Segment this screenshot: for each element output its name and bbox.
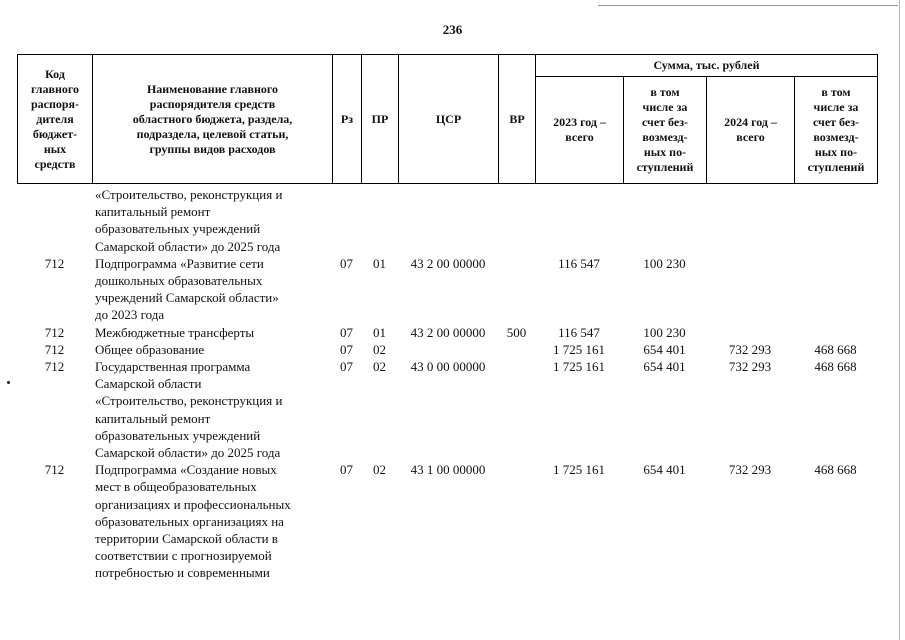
table-row	[17, 186, 877, 255]
row-2023-total	[535, 186, 623, 255]
name-line: образовательных учреждений	[95, 427, 261, 443]
row-rz: 07	[340, 324, 353, 340]
row-csr: 43 2 00 00000	[410, 255, 486, 271]
row-code: 712	[44, 324, 65, 340]
name-line: мест в общеобразовательных	[95, 479, 257, 495]
name-line: капитальный ремонт	[95, 410, 211, 426]
header-text-line: числе за	[813, 100, 859, 115]
row-2024-total	[706, 255, 794, 324]
row-pr	[361, 186, 398, 255]
row-2023-free	[623, 186, 706, 255]
row-name	[92, 341, 332, 358]
name-line: учреждений Самарской области»	[95, 290, 279, 306]
table-row	[17, 341, 877, 358]
name-line: образовательных организациях на	[95, 513, 284, 529]
row-vr	[498, 341, 535, 358]
row-2024-total: 732 293	[728, 341, 772, 357]
header-text-line: ных	[43, 141, 67, 156]
row-vr: 500	[506, 324, 527, 340]
header-text-line: ных по-	[814, 145, 858, 160]
header-vr: ВР	[499, 55, 536, 184]
header-text-line: счет без-	[812, 115, 860, 130]
header-rz: Рз	[333, 55, 362, 184]
row-2023-total: 116 547	[558, 255, 600, 271]
header-csr: ЦСР	[399, 55, 499, 184]
header-text-line: средств	[34, 156, 76, 171]
row-2023-free: 654 401	[643, 341, 686, 357]
scan-edge-line	[899, 0, 900, 640]
row-csr	[398, 341, 498, 358]
row-rz: 07	[340, 462, 353, 478]
header-text-line: распоря-	[30, 96, 80, 111]
row-2024-total	[706, 324, 794, 341]
header-text-line: всего	[565, 130, 594, 145]
header-text-line: Наименование главного	[146, 81, 279, 96]
header-text-line: ступлений	[636, 160, 694, 175]
row-pr: 02	[373, 359, 386, 375]
name-line: организациях и профессиональных	[95, 496, 291, 512]
row-pr: 01	[373, 255, 386, 271]
row-2023-total: 116 547	[558, 324, 600, 340]
name-line: Самарской области	[95, 376, 202, 392]
row-pr: 02	[373, 341, 386, 357]
header-2023-total	[536, 77, 624, 184]
row-vr	[498, 186, 535, 255]
header-2023-free	[624, 77, 707, 184]
row-pr: 02	[373, 462, 386, 478]
header-text-line: распорядителя средств	[149, 96, 276, 111]
row-2024-free	[794, 186, 877, 255]
row-rz: 07	[340, 359, 353, 375]
header-2024-total	[707, 77, 795, 184]
row-2023-free: 654 401	[643, 359, 686, 375]
row-rz: 07	[340, 255, 353, 271]
name-line: до 2023 года	[95, 307, 165, 323]
row-code	[17, 186, 92, 255]
name-line: образовательных учреждений	[95, 221, 261, 237]
name-line: Подпрограмма «Создание новых	[95, 462, 277, 478]
row-2024-free: 468 668	[814, 359, 857, 375]
page-number: 236	[442, 22, 463, 37]
row-2023-total: 1 725 161	[553, 341, 605, 357]
row-2023-total: 1 725 161	[553, 462, 605, 478]
header-text-line: областного бюджета, раздела,	[132, 111, 293, 126]
header-text-line: бюджет-	[32, 126, 78, 141]
row-code: 712	[44, 341, 65, 357]
row-vr	[498, 255, 535, 324]
row-2024-free: 468 668	[814, 462, 857, 478]
row-code: 712	[44, 462, 65, 478]
row-2023-free: 100 230	[643, 255, 686, 271]
row-2023-total: 1 725 161	[553, 359, 605, 375]
name-line: Подпрограмма «Развитие сети	[95, 255, 264, 271]
row-csr: 43 1 00 00000	[410, 462, 486, 478]
header-text-line: счет без-	[641, 115, 689, 130]
name-line: территории Самарской области в	[95, 531, 278, 547]
header-pr: ПР	[362, 55, 399, 184]
header-text-line: 2024 год –	[724, 115, 777, 130]
row-csr: 43 0 00 00000	[410, 359, 486, 375]
name-line: «Строительство, реконструкция и	[95, 393, 283, 409]
header-2024-free	[795, 77, 878, 184]
header-text-line: возмезд-	[642, 130, 688, 145]
row-vr	[498, 461, 535, 581]
name-line: потребностью и современными	[95, 565, 270, 581]
name-line: капитальный ремонт	[95, 204, 211, 220]
table-row	[17, 358, 877, 461]
row-rz: 07	[340, 341, 353, 357]
row-csr: 43 2 00 00000	[410, 324, 486, 340]
table-row	[17, 461, 877, 581]
header-code	[18, 55, 93, 184]
name-line: дошкольных образовательных	[95, 273, 263, 289]
row-vr	[498, 358, 535, 461]
header-text-line: Код	[45, 66, 65, 81]
row-name	[92, 324, 332, 341]
scan-border-line	[598, 5, 898, 6]
header-text-line: ных по-	[643, 145, 687, 160]
row-2023-free: 654 401	[643, 462, 686, 478]
table-row	[17, 255, 877, 324]
row-pr: 01	[373, 324, 386, 340]
row-csr	[398, 186, 498, 255]
row-name	[92, 255, 332, 324]
header-text-line: 2023 год –	[553, 115, 606, 130]
header-sum-title: Сумма, тыс. рублей	[536, 55, 878, 77]
row-name	[92, 358, 332, 461]
table-header	[17, 54, 878, 184]
header-text-line: в том	[650, 85, 680, 100]
table-body	[17, 186, 877, 582]
header-text-line: главного	[30, 81, 80, 96]
row-code: 712	[44, 255, 65, 271]
row-2024-free	[794, 255, 877, 324]
name-line: Самарской области» до 2025 года	[95, 238, 281, 254]
header-text-line: ступлений	[807, 160, 865, 175]
name-line: «Строительство, реконструкция и	[95, 187, 283, 202]
header-text-line: дителя	[36, 111, 74, 126]
row-rz	[332, 186, 361, 255]
row-name	[92, 461, 332, 581]
row-2024-total: 732 293	[728, 462, 772, 478]
row-2024-free	[794, 324, 877, 341]
name-line: Общее образование	[95, 341, 205, 357]
header-text-line: подраздела, целевой статьи,	[136, 126, 289, 141]
table-row	[17, 324, 877, 341]
row-2024-total: 732 293	[728, 359, 772, 375]
header-text-line: группы видов расходов	[149, 141, 276, 156]
header-name	[93, 55, 333, 184]
header-text-line: числе за	[642, 100, 688, 115]
row-2023-free: 100 230	[643, 324, 686, 340]
name-line: Самарской области» до 2025 года	[95, 445, 281, 461]
header-text-line: всего	[736, 130, 765, 145]
row-2024-free: 468 668	[814, 341, 857, 357]
scan-speck	[7, 381, 10, 384]
name-line: Государственная программа	[95, 359, 251, 375]
row-name	[92, 186, 332, 255]
name-line: Межбюджетные трансферты	[95, 324, 255, 340]
row-2024-total	[706, 186, 794, 255]
header-text-line: возмезд-	[813, 130, 859, 145]
header-text-line: в том	[821, 85, 851, 100]
row-code: 712	[44, 359, 65, 375]
name-line: соответствии с прогнозируемой	[95, 548, 272, 564]
